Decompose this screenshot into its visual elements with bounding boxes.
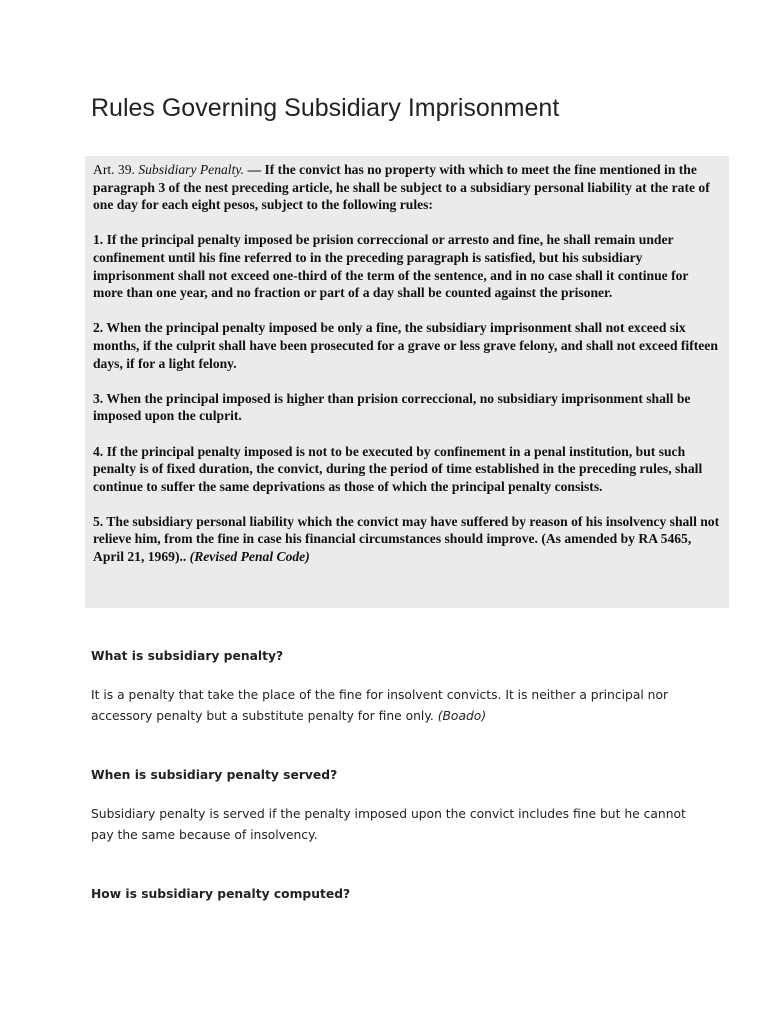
- page-title: Rules Governing Subsidiary Imprisonment: [91, 94, 560, 122]
- article-number: Art. 39.: [93, 162, 135, 177]
- article-intro: [93, 161, 721, 214]
- question-heading: How is subsidiary penalty computed?: [91, 887, 351, 901]
- article-rule-5: [93, 513, 721, 566]
- article-rule-2: 2. When the principal penalty imposed be only a fine, the subsidiary imprisonment shall not exceed six months, if the culprit shall have been prosecuted for a grave or less grave felony, and shall not exceed fifteen days, if for a light felony.: [93, 320, 718, 371]
- answer-text: It is a penalty that take the place of the fine for insolvent convicts. It is neither a principal nor accessory penalty but a substitute penalty for fine only.: [91, 688, 669, 723]
- question-heading: What is subsidiary penalty?: [91, 649, 284, 663]
- answer-paragraph: [91, 685, 691, 727]
- article-rule-1: 1. If the principal penalty imposed be prision correccional or arresto and fine, he shall remain under confinement until his fine referred to in the preceding paragraph is satisfied, but his subsidiary imprisonment shall not exceed one-third of the term of the sentence, and in no case shall it continue for more than one year, and no fraction or part of a day shall be counted against the prisoner.: [93, 232, 689, 301]
- article-source: (Revised Penal Code): [189, 549, 310, 565]
- answer-paragraph: Subsidiary penalty is served if the penalty imposed upon the convict includes fine but he cannot pay the same because of insolvency.: [91, 807, 686, 842]
- article-rule-3: 3. When the principal imposed is higher than prision correccional, no subsidiary imprisonment shall be imposed upon the culprit.: [93, 390, 691, 424]
- article-rule-5-text: 5. The subsidiary personal liability which the convict may have suffered by reason of his insolvency shall not relieve him, from the fine in case his financial circumstances should improve. (As amended by RA 5465, April 21, 1969)..: [93, 513, 720, 565]
- article-heading: Subsidiary Penalty.: [138, 162, 245, 177]
- article-rule-4: 4. If the principal penalty imposed is not to be executed by confinement in a penal institution, but such penalty is of fixed duration, the convict, during the period of time established in the preceding rules, shall continue to suffer the same deprivations as those of which the principal penalty consists.: [93, 443, 703, 494]
- article-quote-block: [85, 156, 729, 608]
- article-intro-text: — If the convict has no property with which to meet the fine mentioned in the paragraph 3 of the nest preceding article, he shall be subject to a subsidiary personal liability at the rate of one day for each eight pesos, subject to the following rules:: [93, 162, 710, 213]
- answer-citation: (Boado): [437, 709, 487, 723]
- question-heading: When is subsidiary penalty served?: [91, 768, 338, 782]
